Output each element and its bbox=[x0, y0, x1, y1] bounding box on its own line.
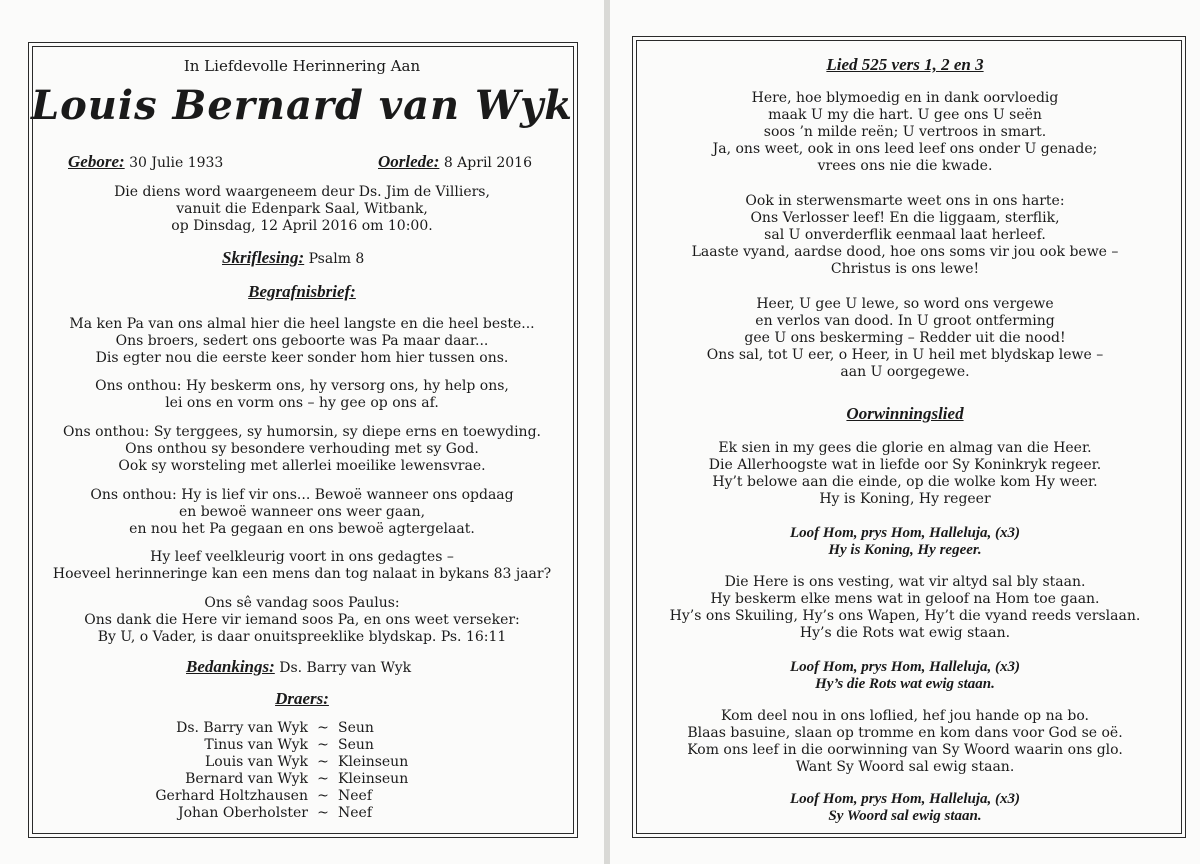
letter-line: Ons onthou: Sy terggees, sy humorsin, sy diepe erns en toewyding. bbox=[63, 424, 541, 440]
reading-label: Skriflesing: bbox=[222, 248, 305, 267]
hymn-line: Ons Verlosser leef! En die liggaam, sterflik, bbox=[750, 210, 1060, 226]
victory-line: Hy beskerm elke mens wat in geloof na Hom toe gaan. bbox=[710, 591, 1100, 607]
died-date: 8 April 2016 bbox=[443, 155, 532, 171]
thanks-label: Bedankings: bbox=[186, 657, 275, 676]
thanks-row bbox=[186, 657, 411, 677]
victory-line: Kom deel nou in ons loflied, hef jou hande op na bo. bbox=[721, 708, 1089, 724]
bearer-name: Gerhard Holtzhausen bbox=[155, 788, 308, 804]
chorus-line: Loof Hom, prys Hom, Halleluja, (x3) bbox=[790, 659, 1020, 675]
hymn-line: aan U oorgegewe. bbox=[840, 364, 970, 380]
victory-line: Want Sy Woord sal ewig staan. bbox=[795, 759, 1015, 775]
deceased-name: Louis Bernard van Wyk bbox=[31, 82, 573, 129]
bearer-row bbox=[150, 754, 438, 771]
bearer-relation: Seun bbox=[338, 737, 374, 753]
hymn-line: Ons sal, tot U eer, o Heer, in U heil met blydskap lewe – bbox=[706, 347, 1104, 363]
letter-line: Ons onthou: Hy beskerm ons, hy versorg ons, hy help ons, bbox=[95, 378, 509, 394]
letter-line: Ons sê vandag soos Paulus: bbox=[204, 595, 400, 611]
letter-line: lei ons en vorm ons – hy gee op ons af. bbox=[165, 395, 439, 411]
letter-line: Dis egter nou die eerste keer sonder hom hier tussen ons. bbox=[95, 350, 509, 366]
bearer-separator: ~ bbox=[317, 720, 329, 736]
bearer-relation: Seun bbox=[338, 720, 374, 736]
born-row bbox=[68, 152, 223, 172]
bearer-row bbox=[150, 805, 438, 822]
letter-line: Hy leef veelkleurig voort in ons gedagtes – bbox=[150, 549, 454, 565]
died-row bbox=[378, 152, 532, 172]
letter-line: Ons dank die Here vir iemand soos Pa, en ons weet verseker: bbox=[84, 612, 520, 628]
bearer-name: Tinus van Wyk bbox=[204, 737, 308, 753]
bearer-separator: ~ bbox=[317, 788, 329, 804]
chorus-line: Loof Hom, prys Hom, Halleluja, (x3) bbox=[790, 525, 1020, 541]
hymn-line: gee U ons beskerming – Redder uit die nood! bbox=[744, 330, 1066, 346]
hymn-line: soos ’n milde reën; U vertroos in smart. bbox=[763, 124, 1047, 140]
bearer-separator: ~ bbox=[317, 805, 329, 821]
letter-line: Ma ken Pa van ons almal hier die heel langste en die heel beste... bbox=[69, 316, 535, 332]
bearer-name: Johan Oberholster bbox=[178, 805, 308, 821]
victory-line: Hy’s ons Skuiling, Hy’s ons Wapen, Hy’t die vyand reeds verslaan. bbox=[669, 608, 1141, 624]
reading-value: Psalm 8 bbox=[308, 251, 365, 267]
bearer-row bbox=[150, 788, 438, 805]
letter-line: By U, o Vader, is daar onuitspreeklike blydskap. Ps. 16:11 bbox=[97, 629, 507, 645]
victory-line: Ek sien in my gees die glorie en almag van die Heer. bbox=[718, 440, 1092, 456]
letter-line: Ons onthou: Hy is lief vir ons... Bewoë wanneer ons opdaag bbox=[90, 487, 514, 503]
letter-line: en nou het Pa gegaan en ons bewoë agtergelaat. bbox=[129, 521, 475, 537]
victory-line: Hy is Koning, Hy regeer bbox=[819, 491, 991, 507]
letter-line: Hoeveel herinneringe kan een mens dan tog nalaat in bykans 83 jaar? bbox=[52, 566, 552, 582]
hymn-line: Heer, U gee U lewe, so word ons vergewe bbox=[756, 296, 1054, 312]
hymn-line: Ook in sterwensmarte weet ons in ons harte: bbox=[745, 193, 1065, 209]
victory-line: Die Here is ons vesting, wat vir altyd sal bly staan. bbox=[724, 574, 1086, 590]
hymn-line: vrees ons nie die kwade. bbox=[817, 158, 993, 174]
thanks-value: Ds. Barry van Wyk bbox=[279, 660, 412, 676]
letter-line: Ons broers, sedert ons geboorte was Pa maar daar... bbox=[115, 333, 489, 349]
intro-text: In Liefdevolle Herinnering Aan bbox=[183, 57, 421, 75]
bearer-separator: ~ bbox=[317, 737, 329, 753]
victory-line: Hy’t belowe aan die einde, op die wolke kom Hy weer. bbox=[712, 474, 1098, 490]
bearer-relation: Kleinseun bbox=[338, 754, 409, 770]
bearer-relation: Kleinseun bbox=[338, 771, 409, 787]
hymn-line: Christus is ons lewe! bbox=[830, 261, 980, 277]
letter-heading: Begrafnisbrief: bbox=[248, 282, 356, 301]
chorus-line: Loof Hom, prys Hom, Halleluja, (x3) bbox=[790, 791, 1020, 807]
bearer-relation: Neef bbox=[338, 805, 373, 821]
letter-line: en bewoë wanneer ons weer gaan, bbox=[178, 504, 426, 520]
bearer-row bbox=[150, 737, 438, 754]
died-label: Oorlede: bbox=[378, 152, 440, 171]
hymn-line: Ja, ons weet, ook in ons leed leef ons onder U genade; bbox=[712, 141, 1098, 157]
chorus-line: Sy Woord sal ewig staan. bbox=[828, 808, 982, 824]
victory-line: Blaas basuine, slaan op tromme en kom dans voor God se oë. bbox=[687, 725, 1123, 741]
victory-line: Hy’s die Rots wat ewig staan. bbox=[799, 625, 1011, 641]
hymn-line: sal U onverderflik eenmaal laat herleef. bbox=[764, 227, 1046, 243]
bearer-separator: ~ bbox=[317, 754, 329, 770]
letter-line: Ons onthou sy besondere verhouding met sy God. bbox=[125, 441, 479, 457]
service-line: Die diens word waargeneem deur Ds. Jim de Villiers, bbox=[114, 184, 490, 200]
hymn-line: en verlos van dood. In U groot ontferming bbox=[755, 313, 1055, 329]
bearer-name: Bernard van Wyk bbox=[185, 771, 308, 787]
right-page bbox=[610, 0, 1200, 864]
victory-line: Die Allerhoogste wat in liefde oor Sy Koninkryk regeer. bbox=[708, 457, 1102, 473]
bearer-row bbox=[150, 720, 438, 737]
bearer-separator: ~ bbox=[317, 771, 329, 787]
hymn-line: Laaste vyand, aardse dood, hoe ons soms vir jou ook bewe – bbox=[691, 244, 1119, 260]
born-label: Gebore: bbox=[68, 152, 125, 171]
bearers-list bbox=[150, 720, 438, 822]
chorus-line: Hy is Koning, Hy regeer. bbox=[828, 542, 982, 558]
victory-line: Kom ons leef in die oorwinning van Sy Woord waarin ons glo. bbox=[687, 742, 1123, 758]
bearer-name: Ds. Barry van Wyk bbox=[176, 720, 308, 736]
bearer-row bbox=[150, 771, 438, 788]
letter-line: Ook sy worsteling met allerlei moeilike lewensvrae. bbox=[118, 458, 486, 474]
born-date: 30 Julie 1933 bbox=[129, 155, 224, 171]
bearer-name: Louis van Wyk bbox=[204, 754, 308, 770]
hymn-heading: Lied 525 vers 1, 2 en 3 bbox=[826, 55, 984, 74]
service-line: vanuit die Edenpark Saal, Witbank, bbox=[176, 201, 428, 217]
hymn-line: maak U my die hart. U gee ons U seën bbox=[768, 107, 1042, 123]
reading-row bbox=[222, 248, 364, 268]
chorus-line: Hy’s die Rots wat ewig staan. bbox=[815, 676, 995, 692]
victory-heading: Oorwinningslied bbox=[846, 404, 964, 423]
service-line: op Dinsdag, 12 April 2016 om 10:00. bbox=[171, 218, 433, 234]
hymn-line: Here, hoe blymoedig en in dank oorvloedig bbox=[751, 90, 1059, 106]
bearers-heading: Draers: bbox=[275, 689, 329, 708]
right-page-content bbox=[610, 0, 1200, 864]
bearer-relation: Neef bbox=[338, 788, 373, 804]
